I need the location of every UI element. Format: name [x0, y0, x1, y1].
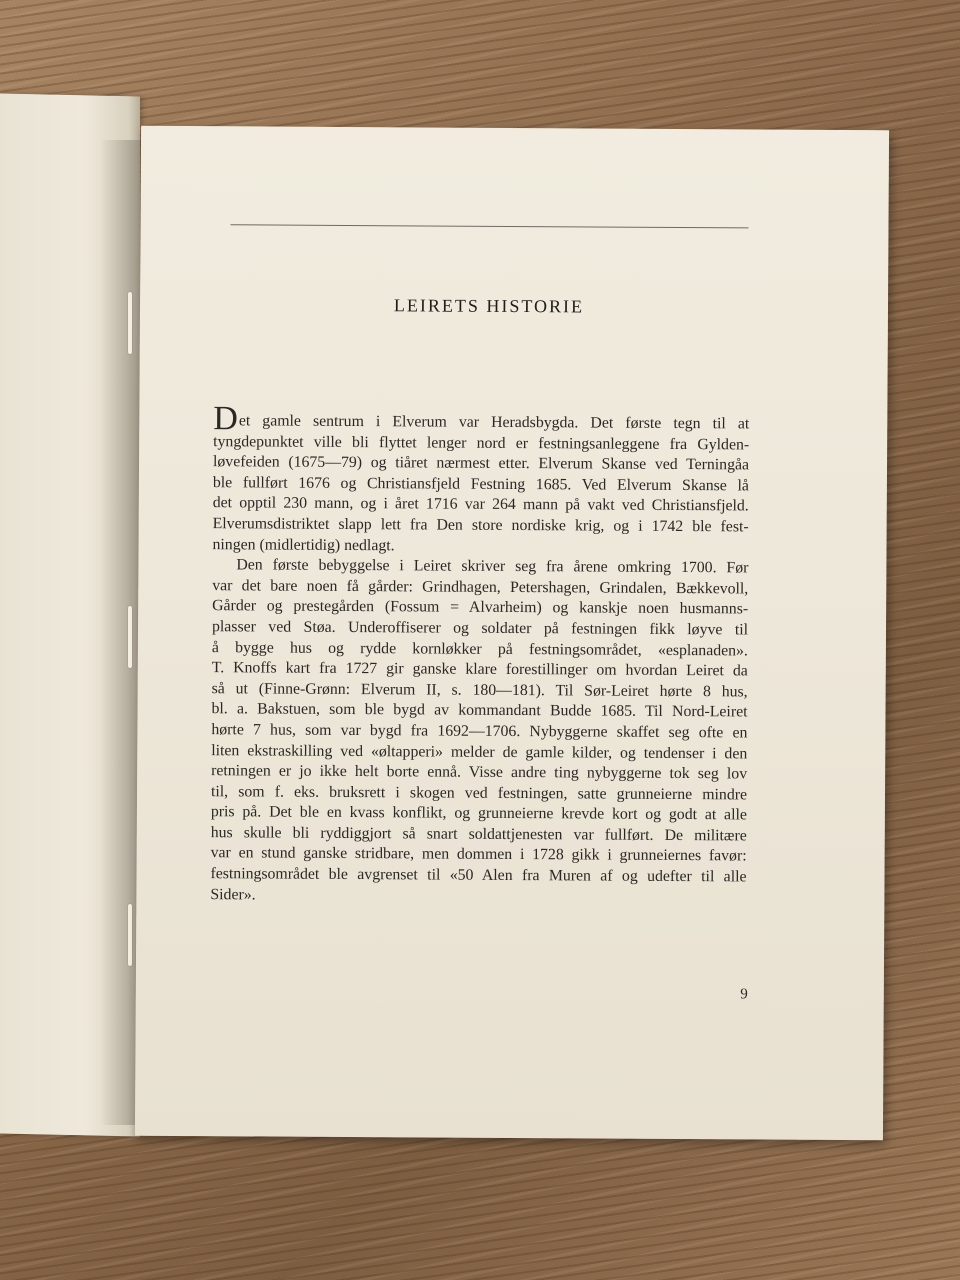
drop-cap: D	[213, 400, 238, 438]
text-line: pris på. Det ble en kvass konflikt, og grunneierne krevde kort og godt at alle	[210, 803, 747, 824]
binding-stitch	[128, 904, 132, 966]
text-line: Den første bebyggelse i Leiret skriver seg fra årene omkring 1700. Før	[236, 556, 749, 577]
text-line: ble fullført 1676 og Christiansfjeld Festning 1685. Ved Elverum Skanse lå	[212, 473, 749, 495]
text-line: Det gamle sentrum i Elverum var Heradsbygda. Det første tegn til at	[213, 400, 750, 438]
text-line: Sider».	[210, 885, 256, 904]
text-line: Elverumsdistriktet slapp lett fra Den store nordiske krig, og i 1742 ble fest-	[212, 515, 749, 536]
text-line: å bygge hus og rydde kornløkker på festningsområdet, «esplanaden».	[211, 638, 748, 659]
text-line: Gårder og prestegården (Fossum = Alvarheim) og kanskje noen husmanns-	[212, 597, 749, 618]
body-text	[210, 400, 750, 909]
text-line: så ut (Finne-Grønn: Elverum II, s. 180—181). Til Sør-Leiret hørte 8 hus,	[211, 679, 748, 701]
text-line: bl. a. Bakstuen, som ble bygd av kommandant Budde 1685. Til Nord-Leiret	[211, 700, 748, 721]
text-line: løvefeiden (1675—79) og tiåret nærmest etter. Elverum Skanse ved Terningåa	[212, 453, 750, 474]
paragraph-1	[212, 400, 750, 558]
book-page	[135, 126, 889, 1141]
header-rule	[230, 224, 748, 228]
text-line: var det bare noen få gårder: Grindhagen, Petershagen, Grindalen, Bækkevoll,	[212, 576, 749, 598]
text-line: hørte 7 hus, som var bygd fra 1692—1706. Nybyggerne skaffet seg ofte en	[211, 721, 748, 742]
text-line: plasser ved Støa. Underoffiserer og soldater på festningen fikk løyve til	[211, 618, 749, 639]
text-line: festningsområdet ble avgrenset til «50 Alen fra Muren af og udefter til alle	[210, 865, 747, 886]
page-number: 9	[740, 986, 748, 1003]
paragraph-2	[210, 555, 748, 908]
binding-stitch	[128, 606, 132, 668]
text-line: det opptil 230 mann, og i året 1716 var 264 mann på vakt ved Christiansfjeld.	[212, 494, 749, 515]
text-line: hus skulle bli ryddiggjort så snart soldattjenesten var fullført. De militære	[210, 824, 747, 845]
text-line: T. Knoffs kart fra 1727 gir ganske klare forestillinger om hvordan Leiret da	[211, 659, 748, 680]
text-line: liten ekstraskilling ved «øltapperi» melder de gamle kilder, og tendenser i den	[211, 741, 748, 762]
text-line: ningen (midlertidig) nedlagt.	[212, 535, 395, 554]
text-line: til, som f. eks. bruksrett i skogen ved festningen, satte grunneierne mindre	[210, 782, 748, 804]
text-line: tyngdepunktet ville bli flyttet lenger nord er festningsanleggene fra Gylden-	[213, 432, 750, 454]
chapter-heading: LEIRETS HISTORIE	[393, 295, 585, 317]
text-line: var en stund ganske stridbare, men dommen i 1728 gikk i grunneiernes favør:	[210, 844, 747, 865]
text-line: retningen er jo ikke helt borte ennå. Visse andre ting nybyggerne tok seg lov	[211, 762, 748, 783]
binding-stitch	[128, 292, 132, 354]
